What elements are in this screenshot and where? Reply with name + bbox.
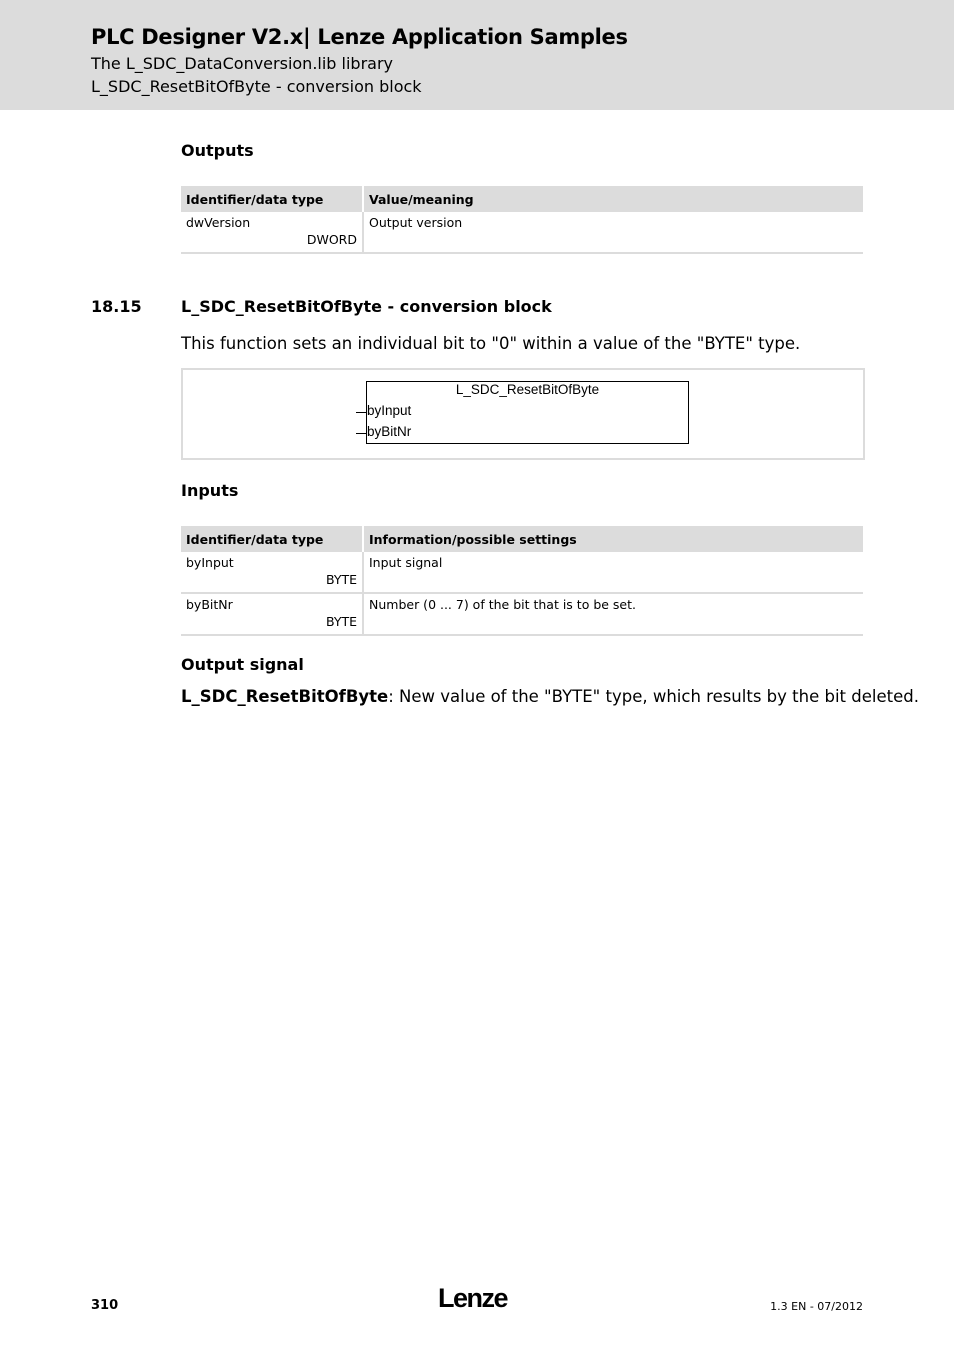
document-version: 1.3 EN - 07/2012 [770,1300,863,1313]
meaning-cell: Number (0 ... 7) of the bit that is to be set. [363,593,863,635]
input-pin [356,433,366,434]
table-header-row [181,526,863,552]
data-type: DWORD [306,232,357,247]
function-block-input: byInput [367,403,412,418]
page-number: 310 [91,1298,119,1313]
table-header-row [181,186,863,212]
column-header: Identifier/data type [181,186,363,212]
table-row [181,212,863,253]
header-subtitle-block: L_SDC_ResetBitOfByte - conversion block [91,77,422,96]
header-title: PLC Designer V2.x| Lenze Application Samples [91,25,628,49]
identifier-name: dwVersion [186,215,251,230]
output-signal-heading: Output signal [181,655,304,674]
identifier-cell [181,212,363,253]
table-row [181,552,863,593]
inputs-table [181,526,863,636]
data-type: BYTE [325,572,357,587]
identifier-cell [181,593,363,635]
outputs-heading: Outputs [181,141,254,160]
output-signal-description: : New value of the "BYTE" type, which results by the bit deleted. [388,687,919,706]
identifier-name: byInput [186,555,234,570]
function-block-name: L_SDC_ResetBitOfByte [455,382,600,397]
page-header [0,0,954,110]
identifier-name: byBitNr [186,597,233,612]
table-row [181,593,863,635]
section-intro: This function sets an individual bit to "0" within a value of the "BYTE" type. [181,334,801,353]
data-type: BYTE [325,614,357,629]
column-header: Information/possible settings [363,526,863,552]
meaning-cell: Output version [363,212,863,253]
section-title: L_SDC_ResetBitOfByte - conversion block [181,297,552,316]
header-subtitle-library: The L_SDC_DataConversion.lib library [91,54,394,73]
column-header: Value/meaning [363,186,863,212]
inputs-heading: Inputs [181,481,239,500]
outputs-table [181,186,863,254]
input-pin [356,412,366,413]
output-signal-name: L_SDC_ResetBitOfByte [181,687,389,706]
section-number: 18.15 [91,297,142,316]
function-block-diagram [366,381,689,444]
function-block-input: byBitNr [367,424,412,439]
meaning-cell: Input signal [363,552,863,593]
identifier-cell [181,552,363,593]
lenze-logo: Lenze [438,1283,508,1313]
column-header: Identifier/data type [181,526,363,552]
output-signal-text [181,687,919,706]
